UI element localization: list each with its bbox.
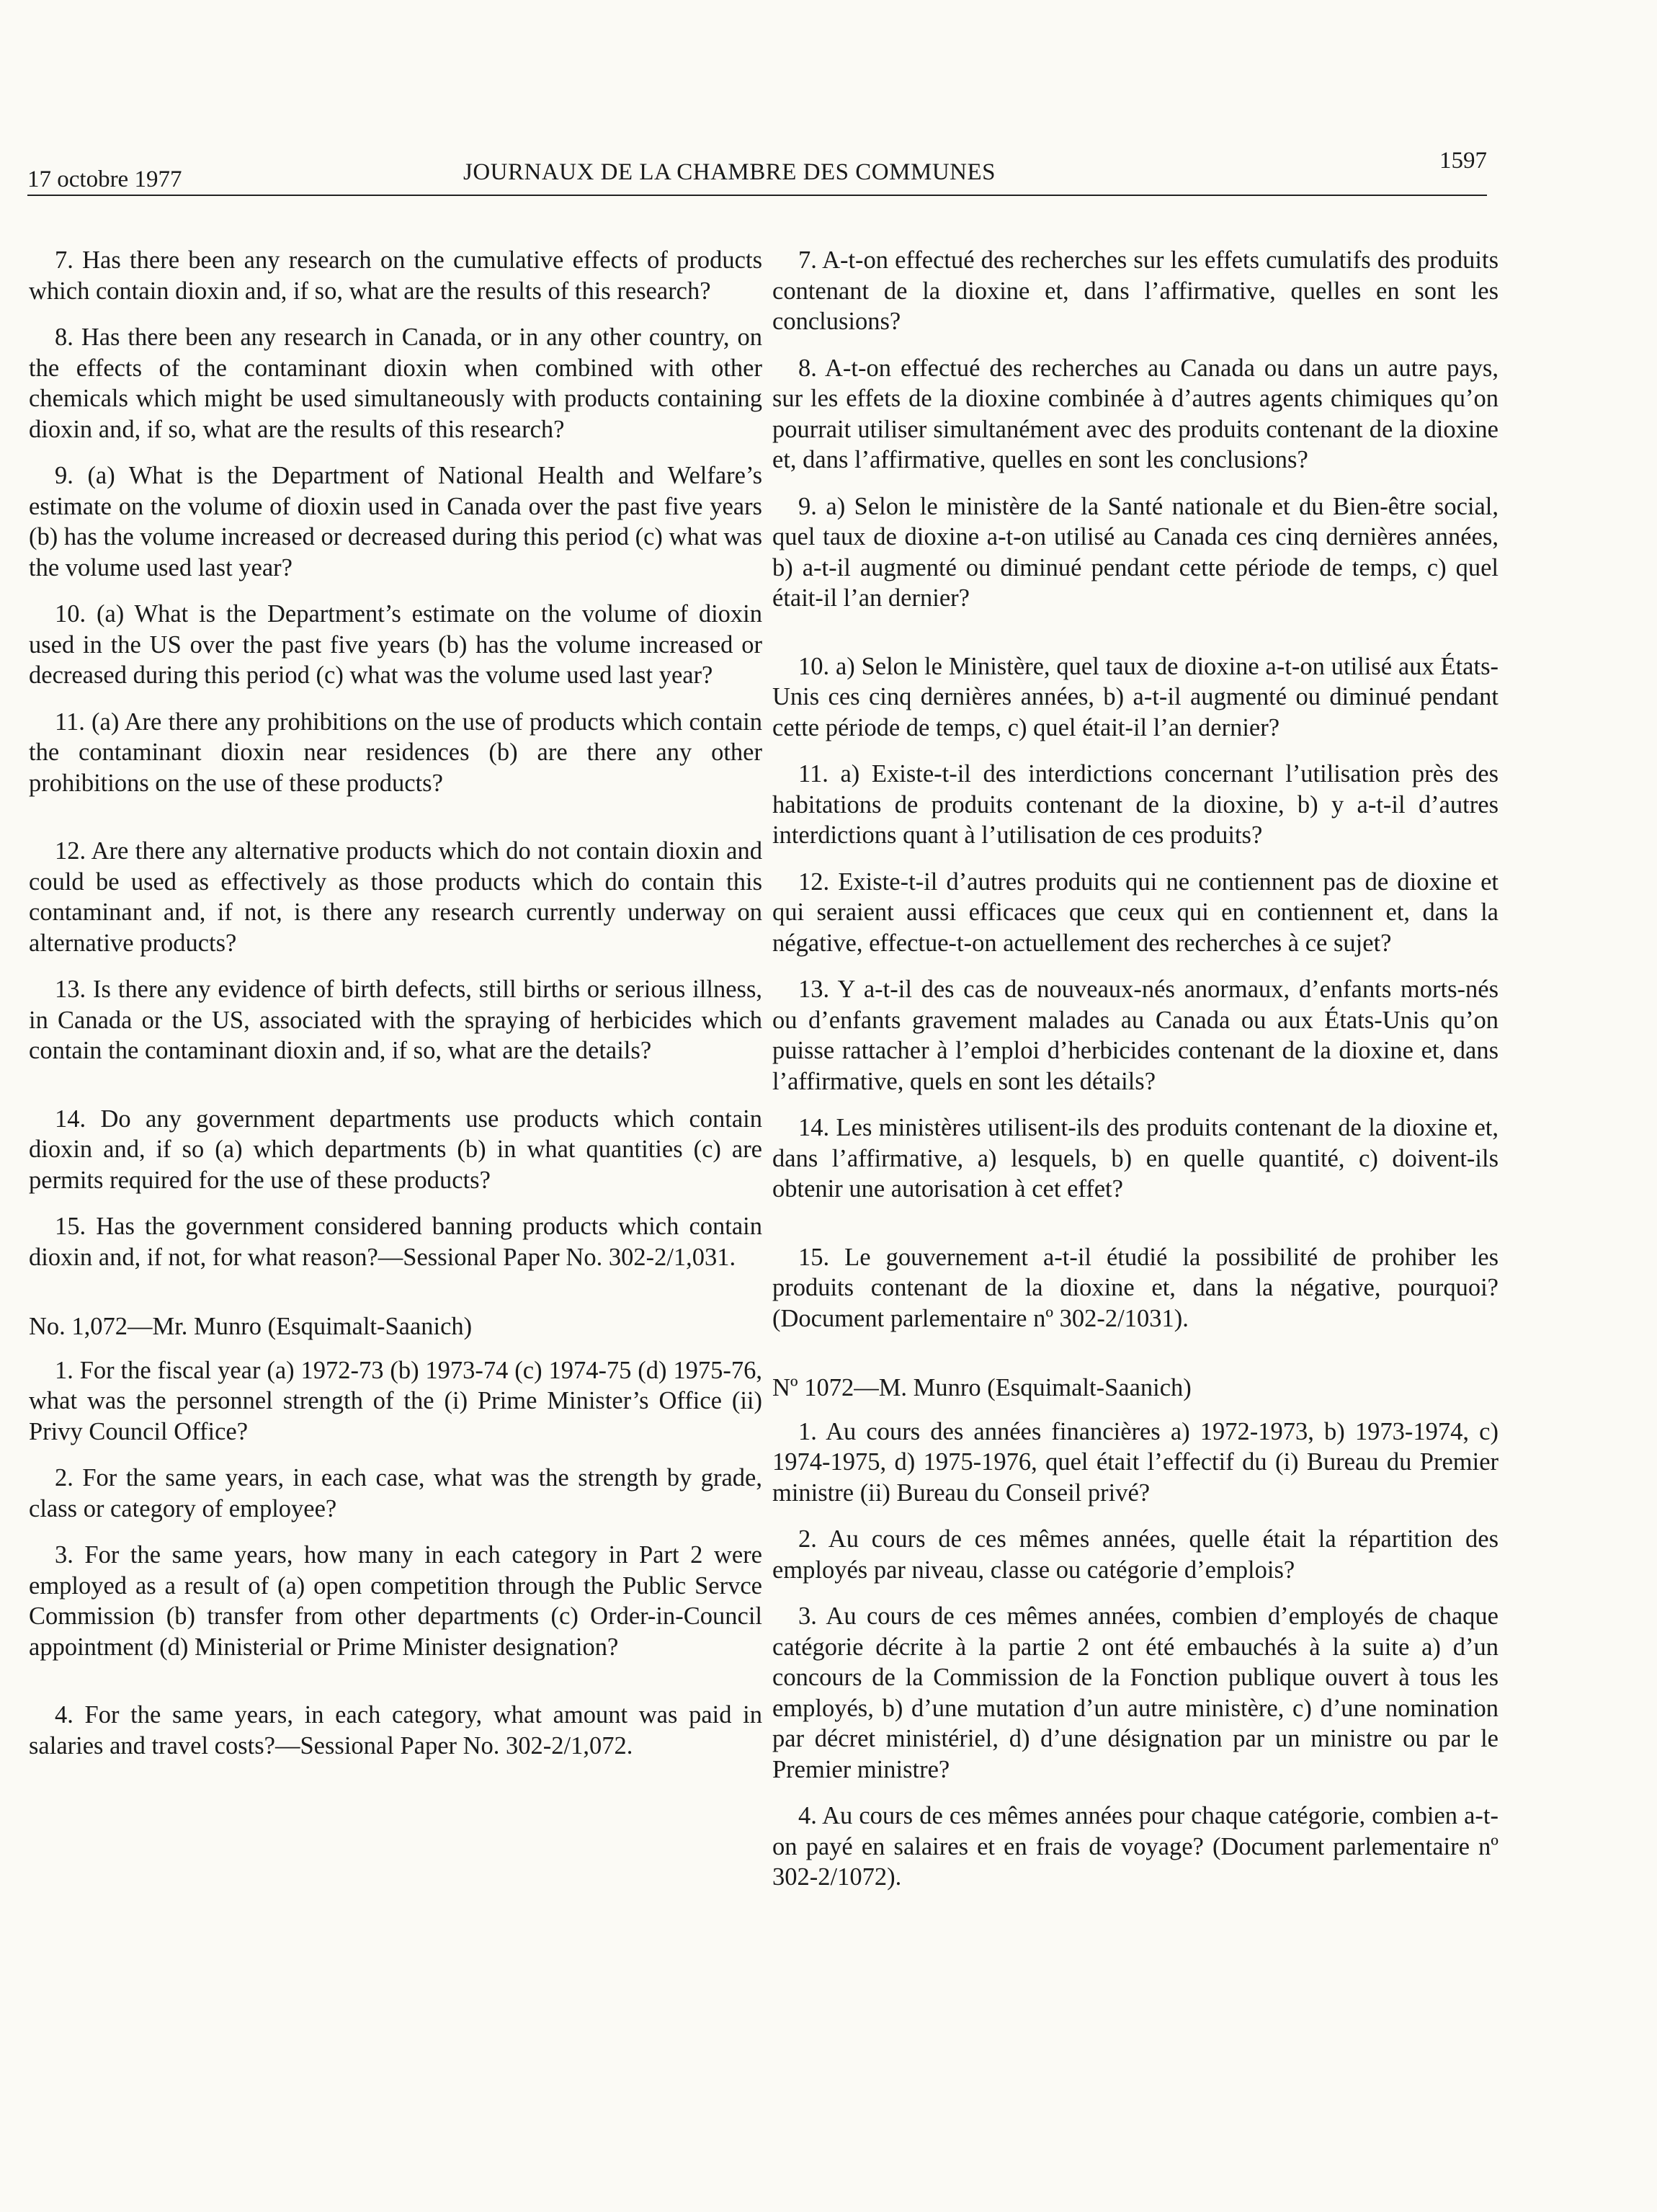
question-14-fr: 14. Les ministères utilisent-ils des produits contenant de la dioxine et, dans l’affirmative, a) lesquels, b) en quelle quantité, c) doivent-ils obtenir une autorisation à cet effet?: [772, 1114, 1499, 1203]
question-8-fr: 8. A-t-on effectué des recherches au Canada ou dans un autre pays, sur les effets de la dioxine combinée à d’autres agents chimiques qu’on pourrait utiliser simultanément avec des produits contenant de la dioxine et, dans l’affirmative, quelles en sont les conclusions?: [772, 354, 1499, 473]
page-number: 1597: [1439, 148, 1487, 174]
question-15-en: 15. Has the government considered banning products which contain dioxin and, if not, for what reason?—Sessional Paper No. 302-2/1,031.: [29, 1213, 762, 1271]
running-head: [27, 141, 1487, 199]
part-4-fr: 4. Au cours de ces mêmes années pour chaque catégorie, combien a-t-on payé en salaires et en frais de voyage? (Document parlementaire nº 302-2/1072).: [772, 1802, 1499, 1891]
question-13-fr: 13. Y a-t-il des cas de nouveaux-nés anormaux, d’enfants morts-nés ou d’enfants gravement malades au Canada ou aux États-Unis qu’on puisse rattacher à l’emploi d’herbicides contenant de la dioxine et, dans l’affirmative, quels en sont les détails?: [772, 976, 1499, 1095]
question-14-en: 14. Do any government departments use products which contain dioxin and, if so (a) which departments (b) in what quantities (c) are permits required for the use of these products?: [29, 1105, 762, 1194]
question-11-fr: 11. a) Existe-t-il des interdictions concernant l’utilisation près des habitations de produits contenant de la dioxine, b) y a-t-il d’autres interdictions quant à l’utilisation de ces produits?: [772, 760, 1499, 849]
part-2-fr: 2. Au cours de ces mêmes années, quelle était la répartition des employés par niveau, classe ou catégorie d’emplois?: [772, 1525, 1499, 1584]
question-13-en: 13. Is there any evidence of birth defects, still births or serious illness, in Canada or the US, associated with the spraying of herbicides which contain the contaminant dioxin and, if so, what are the details?: [29, 976, 762, 1064]
question-heading-1072-en: No. 1,072—Mr. Munro (Esquimalt-Saanich): [29, 1313, 473, 1340]
question-10-fr: 10. a) Selon le Ministère, quel taux de dioxine a-t-on utilisé aux États-Unis ces cinq dernières années, b) a-t-il augmenté ou diminué pendant cette période de temps, c) quel était-il l’an dernier?: [772, 652, 1499, 741]
part-1-en: 1. For the fiscal year (a) 1972-73 (b) 1973-74 (c) 1974-75 (d) 1975-76, what was the personnel strength of the (i) Prime Minister’s Office (ii) Privy Council Office?: [29, 1356, 762, 1445]
question-15-fr: 15. Le gouvernement a-t-il étudié la possibilité de prohiber les produits contenant de la dioxine et, dans la négative, pourquoi? (Document parlementaire nº 302-2/1031).: [772, 1243, 1499, 1332]
part-3-fr: 3. Au cours de ces mêmes années, combien d’employés de chaque catégorie décrite à la partie 2 ont été embauchés à la suite a) d’un concours de la Commission de la Fonction publique ouvert à tous les employés, b) d’une mutation d’un autre ministère, c) d’une nomination par décret ministériel, d) d’une désignation par un ministre ou par le Premier ministre?: [772, 1602, 1499, 1783]
part-1-fr: 1. Au cours des années financières a) 1972-1973, b) 1973-1974, c) 1974-1975, d) 1975-1976, quel était l’effectif du (i) Bureau du Premier ministre (ii) Bureau du Conseil privé?: [772, 1417, 1499, 1507]
french-column: [772, 245, 1499, 1909]
english-column: [29, 245, 762, 1777]
part-2-en: 2. For the same years, in each case, what was the strength by grade, class or category of employee?: [29, 1464, 762, 1522]
question-7-en: 7. Has there been any research on the cumulative effects of products which contain dioxin and, if so, what are the results of this research?: [29, 246, 762, 305]
question-10-en: 10. (a) What is the Department’s estimate on the volume of dioxin used in the US over the past five years (b) has the volume increased or decreased during this period (c) what was the volume used last year?: [29, 600, 762, 689]
question-12-fr: 12. Existe-t-il d’autres produits qui ne contiennent pas de dioxine et qui seraient aussi efficaces que ceux qui en contiennent et, dans la négative, effectue-t-on actuellement des recherches à ce sujet?: [772, 868, 1499, 957]
header-rule: [27, 195, 1487, 196]
part-3-en: 3. For the same years, how many in each category in Part 2 were employed as a result of (a) open competition through the Public Servce Commission (b) transfer from other departments (c) Order-in-Council appointment (d) Ministerial or Prime Minister designation?: [29, 1541, 762, 1661]
question-9-fr: 9. a) Selon le ministère de la Santé nationale et du Bien-être social, quel taux de dioxine a-t-on utilisé au Canada ces cinq dernières années, b) a-t-il augmenté ou diminué pendant cette période de temps, c) quel était-il l’an dernier?: [772, 492, 1499, 612]
question-8-en: 8. Has there been any research in Canada, or in any other country, on the effects of the contaminant dioxin when combined with other chemicals which might be used simultaneously with products containing dioxin and, if so, what are the results of this research?: [29, 324, 762, 443]
part-4-en: 4. For the same years, in each category, what amount was paid in salaries and travel costs?—Sessional Paper No. 302-2/1,072.: [29, 1701, 762, 1760]
question-12-en: 12. Are there any alternative products which do not contain dioxin and could be used as effectively as those products which do contain this contaminant and, if not, is there any research currently underway on alternative products?: [29, 837, 762, 957]
header-journal-title: JOURNAUX DE LA CHAMBRE DES COMMUNES: [463, 159, 996, 185]
question-heading-1072-fr: Nº 1072—M. Munro (Esquimalt-Saanich): [772, 1374, 1192, 1401]
question-11-en: 11. (a) Are there any prohibitions on the use of products which contain the contaminant dioxin near residences (b) are there any other prohibitions on the use of these products?: [29, 708, 762, 797]
question-7-fr: 7. A-t-on effectué des recherches sur les effets cumulatifs des produits contenant de la dioxine et, dans l’affirmative, quelles en sont les conclusions?: [772, 246, 1499, 335]
question-9-en: 9. (a) What is the Department of National Health and Welfare’s estimate on the volume of dioxin used in Canada over the past five years (b) has the volume increased or decreased during this period (c) what was the volume used last year?: [29, 462, 762, 581]
header-date: 17 octobre 1977: [27, 166, 182, 192]
